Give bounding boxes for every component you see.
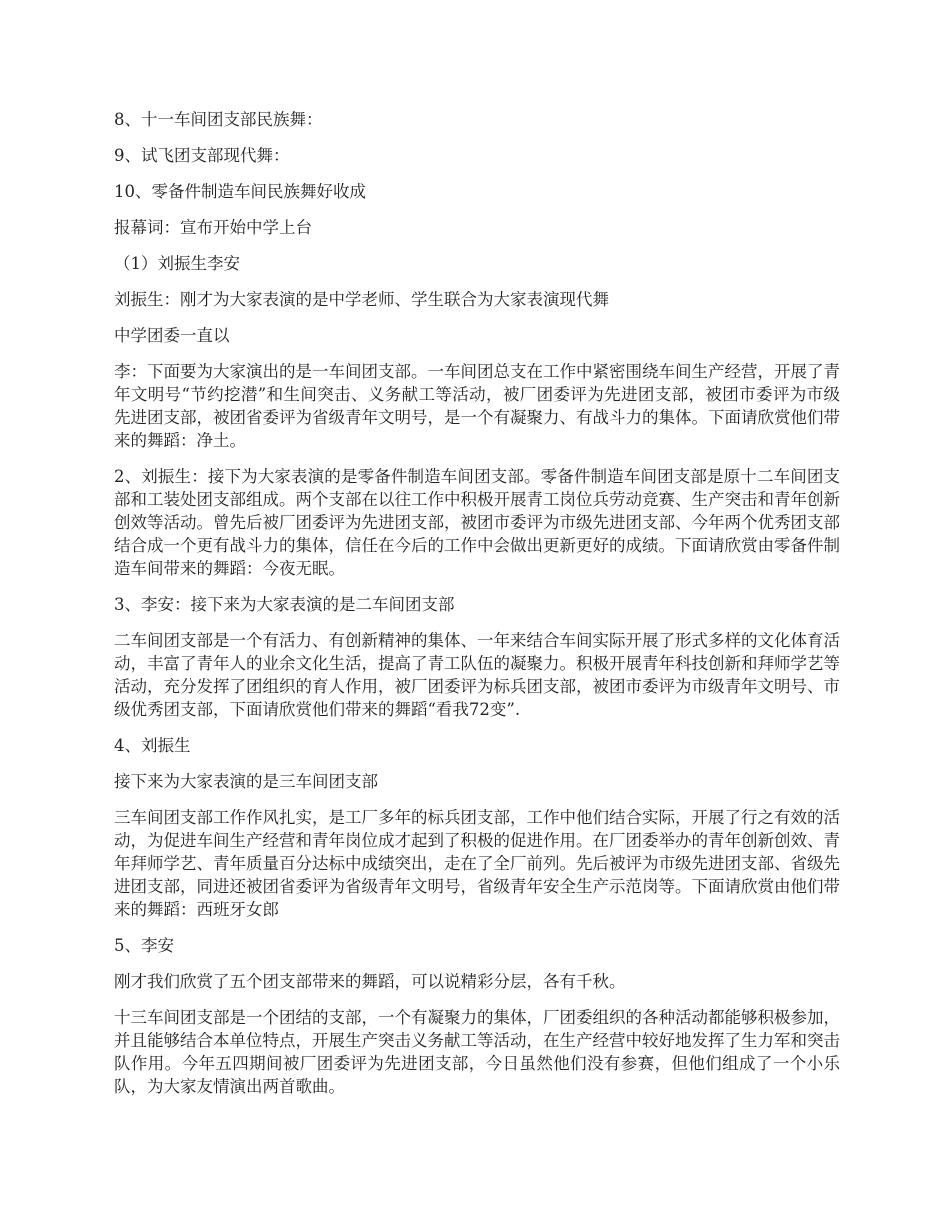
paragraph-item-8: 8、十一车间团支部民族舞： <box>114 110 323 129</box>
paragraph-item-10: 10、零备件制造车间民族舞好收成 <box>114 182 366 201</box>
paragraph-liu-4: 4、刘振生 <box>114 736 191 755</box>
paragraph-announcement: 报幕词：宣布开始中学上台 <box>114 218 312 237</box>
document-page <box>114 108 840 1111</box>
paragraph-workshop-1: 李：下面要为大家演出的是一车间团支部。一车间团总支在工作中紧密围绕车间生产经营，开展了青年文明号“节约挖潜”和生间突击、义务献工等活动，被厂团委评为先进团支部，被团市委评为市级先进团支部，被团省委评为省级青年文明号，是一个有凝聚力、有战斗力的集体。下面请欣赏他们带来的舞蹈：净土。 <box>114 362 840 450</box>
paragraph-workshop-13: 十三车间团支部是一个团结的支部，一个有凝聚力的集体，厂团委组织的各种活动都能够积极参加，并且能够结合本单位特点，开展生产突击义务献工等活动，在生产经营中较好地发挥了生力军和突击队作用。今年五四期间被厂团委评为先进团支部，今日虽然他们没有参赛，但他们组成了一个小乐队，为大家友情演出两首歌曲。 <box>114 1008 840 1096</box>
paragraph-item-9: 9、试飞团支部现代舞： <box>114 146 290 165</box>
paragraph-li-an-3: 3、李安：接下来为大家表演的是二车间团支部 <box>114 595 455 614</box>
paragraph-hosts: （1）刘振生李安 <box>114 254 240 273</box>
paragraph-workshop-3: 三车间团支部工作作风扎实，是工厂多年的标兵团支部，工作中他们结合实际，开展了行之有效的活动，为促进车间生产经营和青年岗位成才起到了积极的促进作用。在厂团委举办的青年创新创效、青年拜师学艺、青年质量百分达标中成绩突出，走在了全厂前列。先后被评为市级先进团支部、省级先进团支部，同进还被团省委评为省级青年文明号，省级青年安全生产示范岗等。下面请欣赏由他们带来的舞蹈：西班牙女郎 <box>114 808 840 919</box>
paragraph-liu-intro: 刘振生：刚才为大家表演的是中学老师、学生联合为大家表演现代舞 <box>114 290 609 309</box>
paragraph-li-an-5: 5、李安 <box>114 936 174 955</box>
paragraph-spare-parts: 2、刘振生：接下为大家表演的是零备件制造车间团支部。零备件制造车间团支部是原十二车间团支部和工装处团支部组成。两个支部在以往工作中积极开展青工岗位兵劳动竞赛、生产突击和青年创新创效等活动。曾先后被厂团委评为先进团支部，被团市委评为市级先进团支部、今年两个优秀团支部结合成一个更有战斗力的集体，信任在今后的工作中会做出更新更好的成绩。下面请欣赏由零备件制造车间带来的舞蹈：今夜无眠。 <box>114 467 840 578</box>
paragraph-school-committee: 中学团委一直以 <box>114 326 230 345</box>
paragraph-workshop-3-intro: 接下来为大家表演的是三车间团支部 <box>114 772 378 791</box>
paragraph-workshop-2: 二车间团支部是一个有活力、有创新精神的集体、一年来结合车间实际开展了形式多样的文化体育活动，丰富了青年人的业余文化生活，提高了青工队伍的凝聚力。积极开展青年科技创新和拜师学艺等活动，充分发挥了团组织的育人作用，被厂团委评为标兵团支部，被团市委评为市级青年文明号、市级优秀团支部，下面请欣赏他们带来的舞蹈“看我72变”. <box>114 631 840 719</box>
paragraph-summary: 刚才我们欣赏了五个团支部带来的舞蹈，可以说精彩分层，各有千秋。 <box>114 972 626 991</box>
